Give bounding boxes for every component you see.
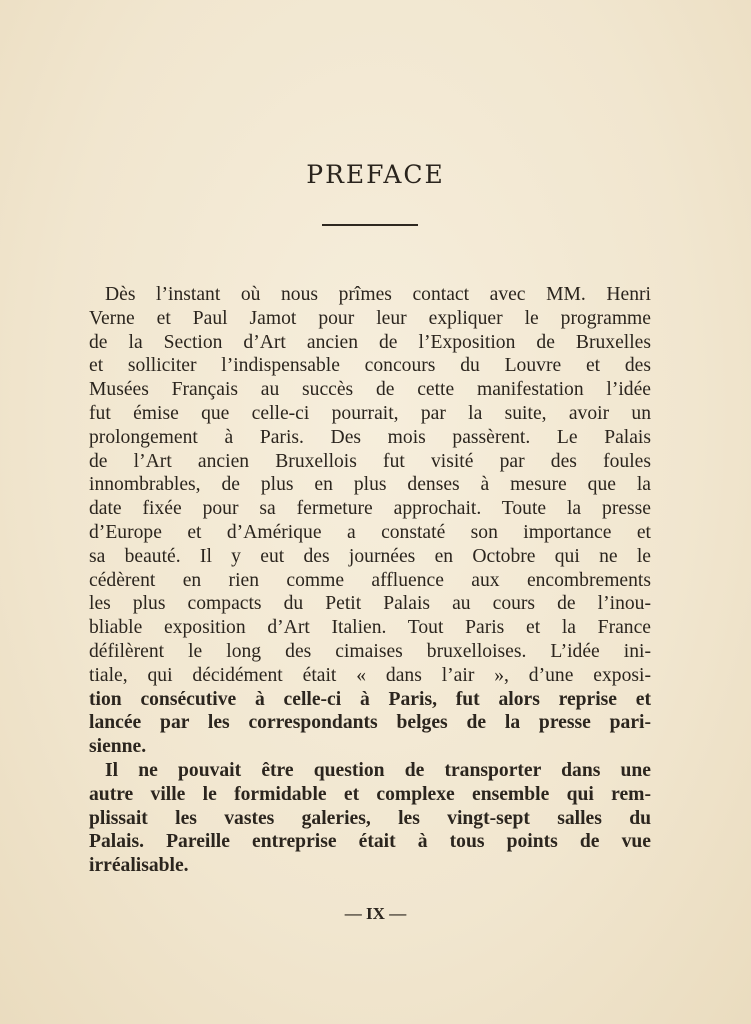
text-line: fut émise que celle-ci pourrait, par la suite, avoir un	[89, 402, 651, 424]
paragraph-1	[89, 283, 651, 759]
text-line: de la Section d’Art ancien de l’Exposition de Bruxelles	[89, 331, 651, 353]
text-line: défilèrent le long des cimaises bruxelloises. L’idée ini-	[89, 640, 651, 662]
text-line: autre ville le formidable et complexe ensemble qui rem-	[89, 783, 651, 805]
text-line: bliable exposition d’Art Italien. Tout Paris et la France	[89, 617, 651, 639]
text-line: Verne et Paul Jamot pour leur expliquer le programme	[89, 307, 651, 329]
text-line: Il ne pouvait être question de transporter dans une	[105, 759, 651, 781]
text-line: tiale, qui décidément était « dans l’air », d’une exposi-	[89, 664, 651, 686]
text-line: sa beauté. Il y eut des journées en Octobre qui ne le	[89, 545, 651, 567]
text-line: de l’Art ancien Bruxellois fut visité par des foules	[89, 450, 651, 472]
text-line: les plus compacts du Petit Palais au cours de l’inou-	[89, 593, 651, 615]
text-line: prolongement à Paris. Des mois passèrent. Le Palais	[89, 426, 651, 448]
text-line: Dès l’instant où nous prîmes contact avec MM. Henri	[105, 284, 651, 305]
text-line: sienne.	[89, 736, 147, 758]
text-line: tion consécutive à celle-ci à Paris, fut alors reprise et	[89, 688, 651, 710]
text-line: irréalisable.	[89, 855, 189, 877]
page-title: PREFACE	[306, 160, 445, 189]
text-line: date fixée pour sa fermeture approchait. Toute la presse	[89, 498, 651, 520]
text-line: d’Europe et d’Amérique a constaté son importance et	[89, 521, 651, 543]
text-line: Palais. Pareille entreprise était à tous points de vue	[89, 831, 651, 853]
title-rule	[322, 224, 418, 226]
text-line: et solliciter l’indispensable concours du Louvre et des	[89, 355, 651, 377]
text-line: cédèrent en rien comme affluence aux encombrements	[89, 569, 651, 591]
body-text	[89, 283, 651, 878]
text-line: innombrables, de plus en plus denses à mesure que la	[89, 474, 651, 496]
text-line: plissait les vastes galeries, les vingt-sept salles du	[89, 807, 651, 829]
paragraph-2	[89, 759, 651, 878]
page-number: — IX —	[344, 904, 407, 923]
text-line: lancée par les correspondants belges de la presse pari-	[89, 712, 651, 734]
text-line: Musées Français au succès de cette manifestation l’idée	[89, 379, 651, 401]
